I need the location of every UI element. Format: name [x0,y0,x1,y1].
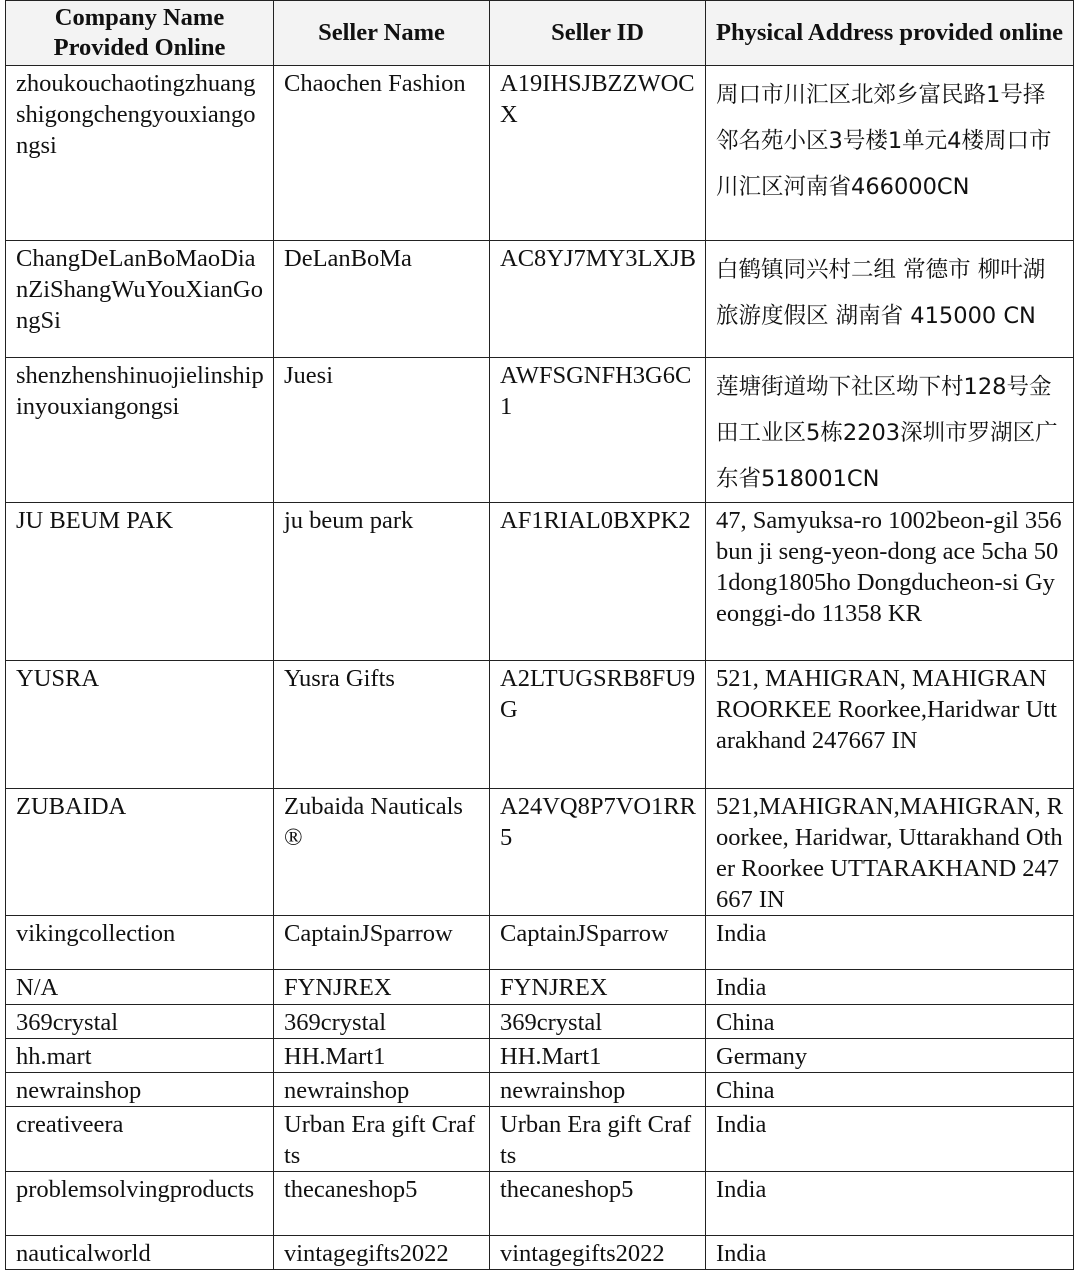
address-cell: India [706,970,1074,1005]
address-cell: 47, Samyuksa-ro 1002beon-gil 356 bun ji seng-yeon-dong ace 5cha 501dong1805ho Dongducheon-si Gyeonggi-do 11358 KR [706,503,1074,661]
seller-id-cell: FYNJREX [490,970,706,1005]
seller-name-cell: Chaochen Fashion [274,66,490,241]
seller-table [5,0,1074,1270]
header-seller-name: Seller Name [274,1,490,66]
address-cell: 521,MAHIGRAN,MAHIGRAN, Roorkee, Haridwar, Uttarakhand Other Roorkee UTTARAKHAND 247667 IN [706,789,1074,916]
address-cell: 莲塘街道坳下社区坳下村128号金田工业区5栋2203深圳市罗湖区广东省518001CN [706,358,1074,503]
seller-id-cell: vintagegifts2022 [490,1236,706,1270]
company-cell: hh.mart [6,1039,274,1073]
seller-name-cell: newrainshop [274,1073,490,1107]
table-row [6,66,1074,241]
table-row [6,1172,1074,1236]
address-cell: China [706,1073,1074,1107]
company-cell: vikingcollection [6,916,274,970]
seller-id-cell: newrainshop [490,1073,706,1107]
company-cell: 369crystal [6,1005,274,1039]
table-row [6,1005,1074,1039]
company-cell: problemsolvingproducts [6,1172,274,1236]
company-cell: ZUBAIDA [6,789,274,916]
seller-name-cell: HH.Mart1 [274,1039,490,1073]
seller-name-cell: CaptainJSparrow [274,916,490,970]
seller-id-cell: CaptainJSparrow [490,916,706,970]
seller-name-cell: FYNJREX [274,970,490,1005]
seller-id-cell: HH.Mart1 [490,1039,706,1073]
table-row [6,789,1074,916]
seller-id-cell: A24VQ8P7VO1RR5 [490,789,706,916]
table-row [6,241,1074,358]
company-cell: creativeera [6,1107,274,1172]
address-cell: China [706,1005,1074,1039]
company-cell: newrainshop [6,1073,274,1107]
seller-id-cell: AWFSGNFH3G6C1 [490,358,706,503]
header-address: Physical Address provided online [706,1,1074,66]
address-cell: 白鹤镇同兴村二组 常德市 柳叶湖旅游度假区 湖南省 415000 CN [706,241,1074,358]
seller-name-cell: Yusra Gifts [274,661,490,789]
table-row [6,1039,1074,1073]
company-cell: nauticalworld [6,1236,274,1270]
seller-name-cell: DeLanBoMa [274,241,490,358]
address-cell: India [706,916,1074,970]
company-cell: zhoukouchaotingzhuangshigongchengyouxiangongsi [6,66,274,241]
seller-id-cell: AC8YJ7MY3LXJB [490,241,706,358]
seller-id-cell: AF1RIAL0BXPK2 [490,503,706,661]
seller-name-cell: vintagegifts2022 [274,1236,490,1270]
company-cell: N/A [6,970,274,1005]
table-row [6,358,1074,503]
company-cell: JU BEUM PAK [6,503,274,661]
seller-id-cell: 369crystal [490,1005,706,1039]
table-row [6,1236,1074,1270]
seller-name-cell: Urban Era gift Crafts [274,1107,490,1172]
table-row [6,1073,1074,1107]
header-company: Company Name Provided Online [6,1,274,66]
table-row [6,916,1074,970]
company-cell: YUSRA [6,661,274,789]
address-cell: India [706,1107,1074,1172]
seller-id-cell: A19IHSJBZZWOCX [490,66,706,241]
seller-name-cell: Juesi [274,358,490,503]
seller-id-cell: A2LTUGSRB8FU9G [490,661,706,789]
company-cell: shenzhenshinuojielinshipinyouxiangongsi [6,358,274,503]
seller-name-cell: thecaneshop5 [274,1172,490,1236]
table-row [6,970,1074,1005]
address-cell: India [706,1236,1074,1270]
seller-id-cell: Urban Era gift Crafts [490,1107,706,1172]
header-seller-id: Seller ID [490,1,706,66]
address-cell: India [706,1172,1074,1236]
address-cell: 521, MAHIGRAN, MAHIGRAN ROORKEE Roorkee,Haridwar Uttarakhand 247667 IN [706,661,1074,789]
seller-name-cell: ju beum park [274,503,490,661]
seller-id-cell: thecaneshop5 [490,1172,706,1236]
table-row [6,661,1074,789]
address-cell: Germany [706,1039,1074,1073]
table-row [6,503,1074,661]
company-cell: ChangDeLanBoMaoDianZiShangWuYouXianGongSi [6,241,274,358]
seller-name-cell: 369crystal [274,1005,490,1039]
table-row [6,1107,1074,1172]
seller-name-cell: Zubaida Nauticals® [274,789,490,916]
address-cell: 周口市川汇区北郊乡富民路1号择邻名苑小区3号楼1单元4楼周口市川汇区河南省466000CN [706,66,1074,241]
header-row [6,1,1074,66]
